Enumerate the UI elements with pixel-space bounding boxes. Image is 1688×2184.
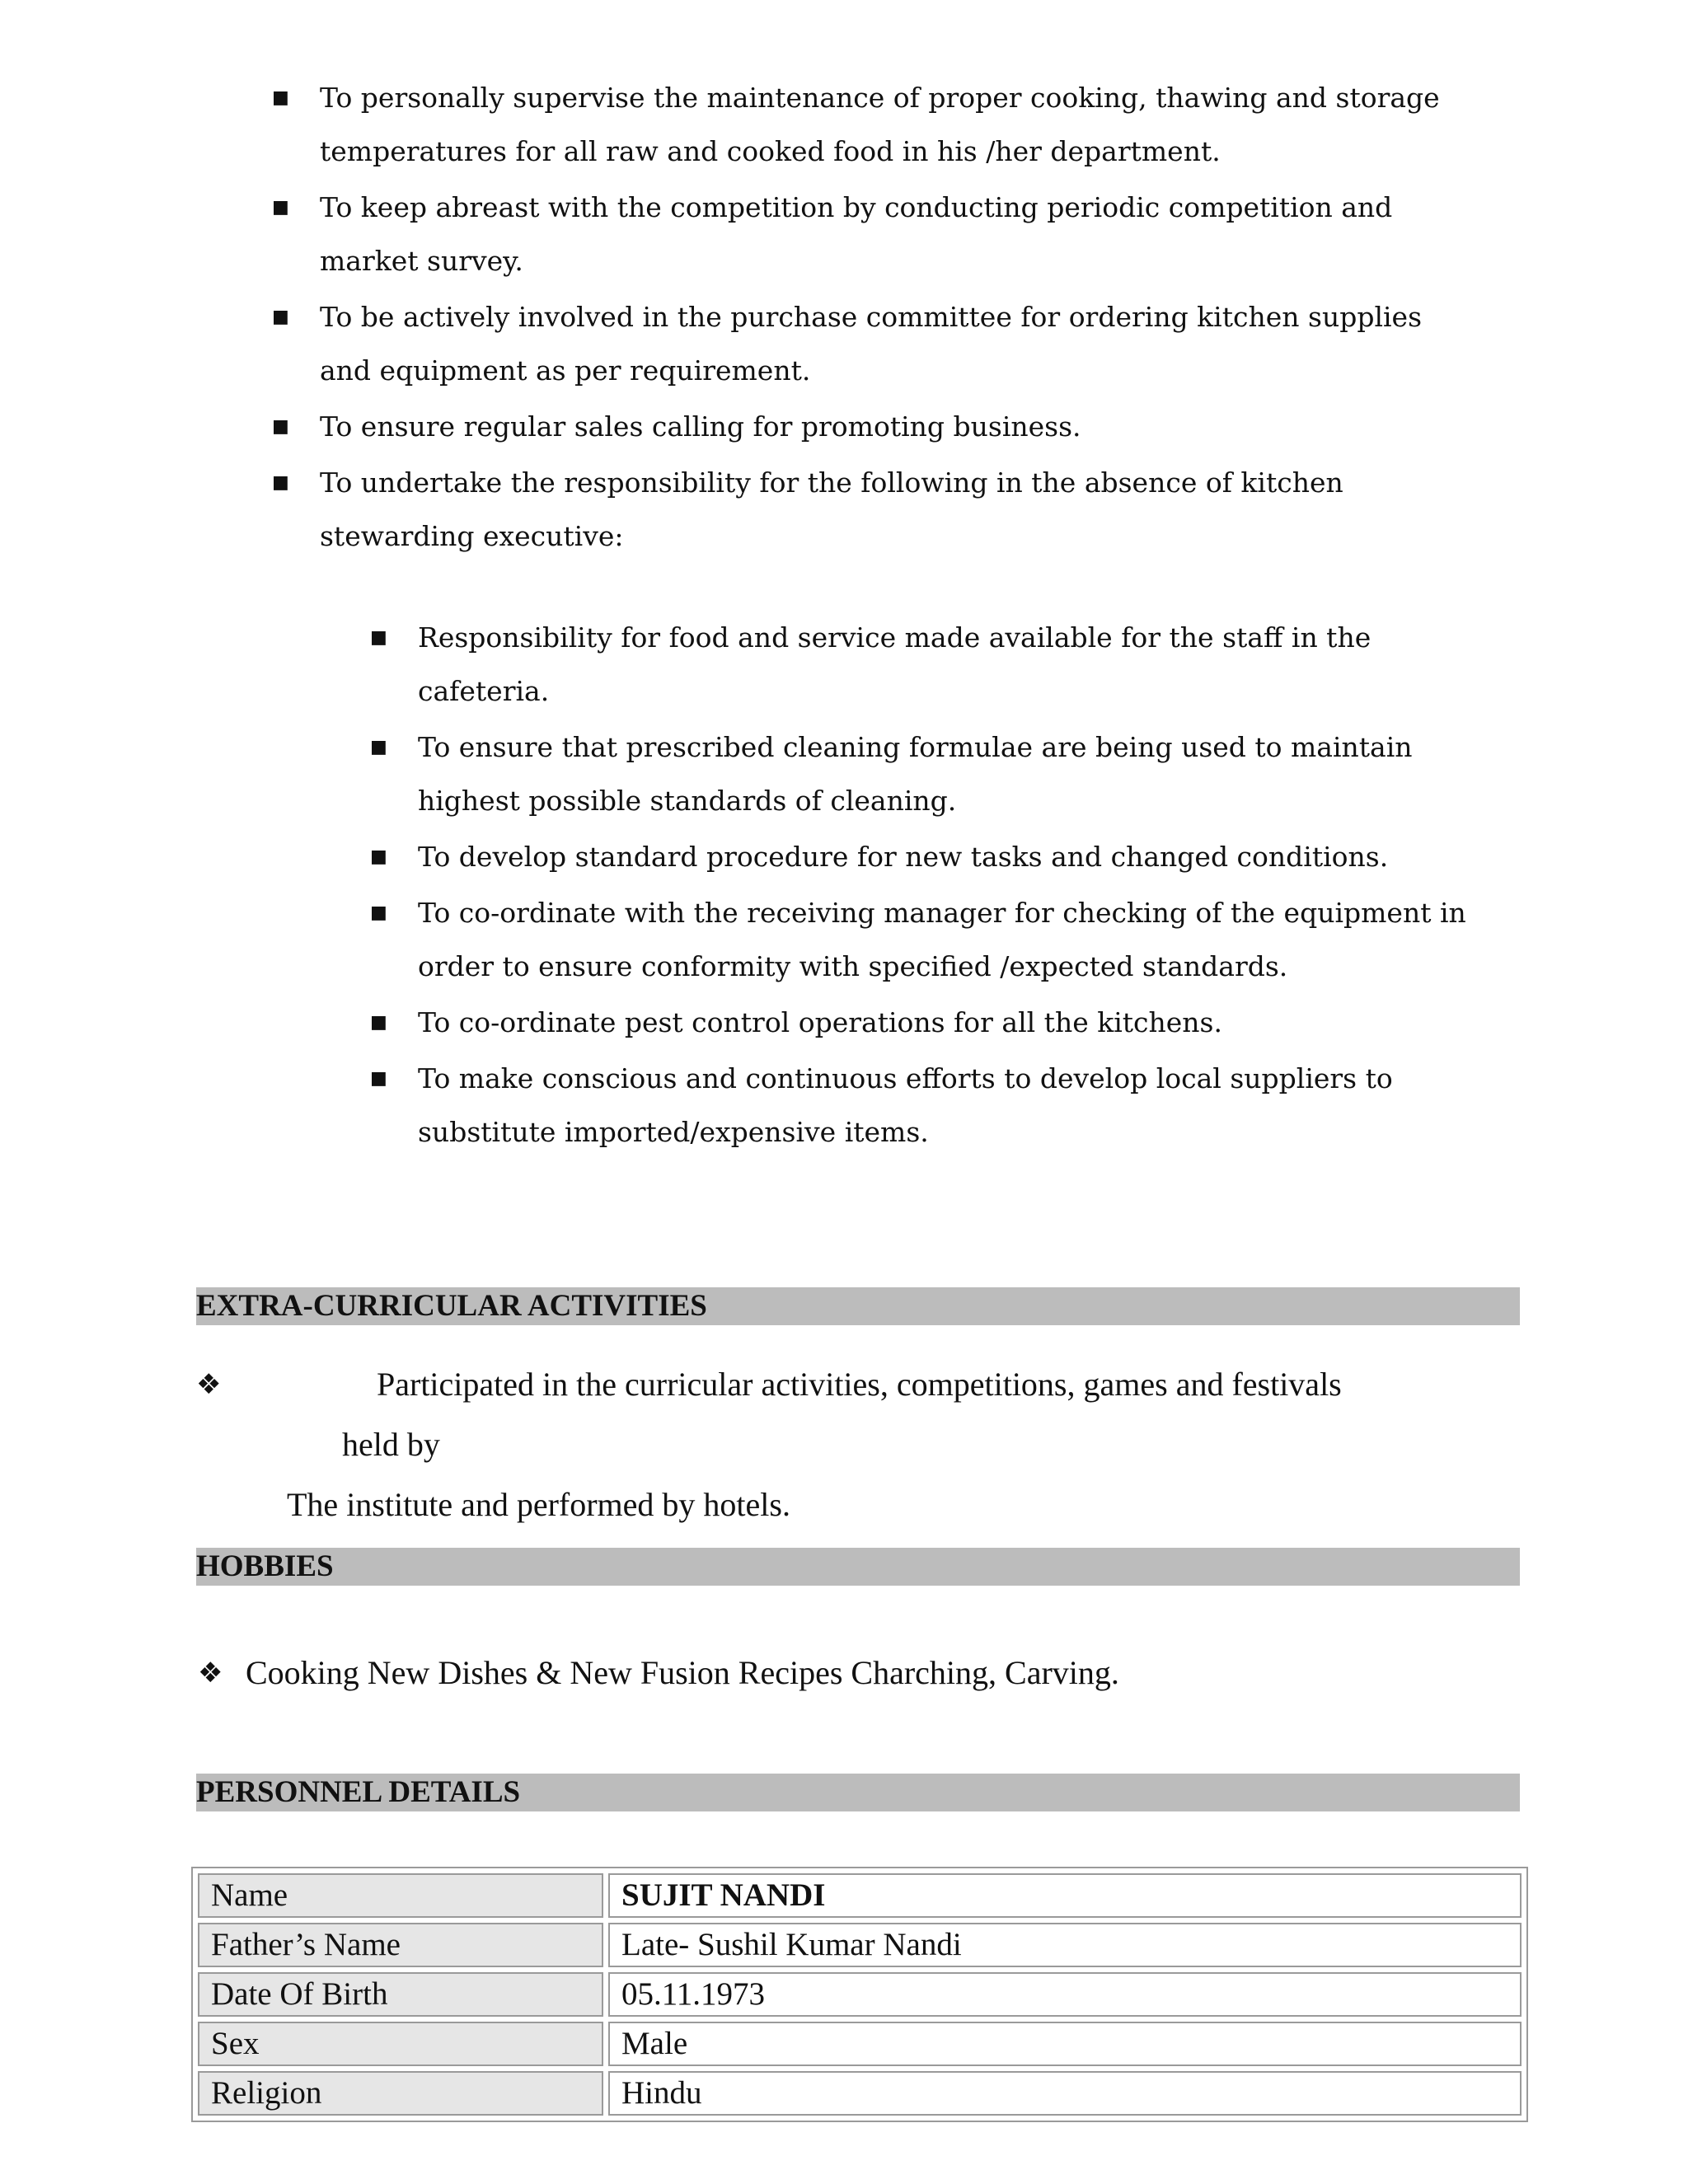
diamond-bullet-icon: ❖: [196, 1368, 222, 1401]
extra-curricular-heading: EXTRA-CURRICULAR ACTIVITIES: [196, 1287, 1520, 1325]
list-item-text: Responsibility for food and service made available for the staff in the cafeteria.: [418, 621, 1372, 707]
table-cell-value: Late- Sushil Kumar Nandi: [608, 1923, 1522, 1967]
square-bullet-icon: ■: [272, 416, 289, 437]
table-cell-label: Sex: [198, 2022, 603, 2066]
square-bullet-icon: ■: [370, 737, 387, 757]
list-item: [0, 400, 1449, 453]
list-item-text: To co-ordinate with the receiving manager for checking of the equipment in order to ensure conformity with specified /expected standards.: [418, 897, 1466, 982]
square-bullet-icon: ■: [370, 627, 387, 648]
diamond-bullet-icon: ❖: [198, 1657, 223, 1690]
list-item-text: To keep abreast with the competition by conducting periodic competition and market survey.: [320, 191, 1393, 277]
list-item: [0, 886, 1481, 993]
square-bullet-icon: ■: [272, 197, 289, 218]
list-item: [0, 1052, 1481, 1159]
extra-curricular-line-1: Participated in the curricular activities, competitions, games and festivals: [377, 1366, 1342, 1403]
square-bullet-icon: ■: [370, 902, 387, 923]
table-cell-value: Male: [608, 2022, 1522, 2066]
list-item: [0, 830, 1481, 883]
extra-curricular-line-3: The institute and performed by hotels.: [287, 1486, 790, 1523]
table-row: [198, 2022, 1522, 2066]
list-item-text: To ensure regular sales calling for promoting business.: [320, 410, 1081, 443]
responsibilities-list: [0, 71, 1449, 565]
table-cell-value: 05.11.1973: [608, 1972, 1522, 2017]
table-cell-label: Date Of Birth: [198, 1972, 603, 2017]
square-bullet-icon: ■: [370, 846, 387, 867]
table-row: [198, 2071, 1522, 2116]
hobbies-text: Cooking New Dishes & New Fusion Recipes Charching, Carving.: [246, 1654, 1119, 1691]
list-item: [0, 71, 1449, 178]
personnel-details-table: [191, 1867, 1528, 2122]
list-item-text: To develop standard procedure for new tasks and changed conditions.: [418, 841, 1389, 873]
list-item: [0, 720, 1481, 827]
personnel-details-heading: PERSONNEL DETAILS: [196, 1774, 1520, 1811]
table-cell-label: Father’s Name: [198, 1923, 603, 1967]
table-cell-label: Name: [198, 1873, 603, 1918]
table-cell-label: Religion: [198, 2071, 603, 2116]
table-cell-value: Hindu: [608, 2071, 1522, 2116]
square-bullet-icon: ■: [272, 472, 289, 493]
list-item-text: To undertake the responsibility for the following in the absence of kitchen stewarding executive:: [320, 466, 1343, 552]
square-bullet-icon: ■: [370, 1068, 387, 1089]
stewarding-duties-list: [0, 611, 1481, 1161]
table-row: [198, 1873, 1522, 1918]
table-row: [198, 1972, 1522, 2017]
list-item: [0, 996, 1481, 1049]
list-item: [0, 180, 1449, 288]
square-bullet-icon: ■: [272, 87, 289, 108]
list-item-text: To personally supervise the maintenance of proper cooking, thawing and storage temperatures for all raw and cooked food in his /her department.: [320, 82, 1440, 167]
square-bullet-icon: ■: [370, 1012, 387, 1033]
table-row: [198, 1923, 1522, 1967]
list-item: [0, 456, 1449, 563]
hobbies-heading: HOBBIES: [196, 1548, 1520, 1586]
list-item: [0, 611, 1481, 718]
list-item-text: To co-ordinate pest control operations for all the kitchens.: [418, 1006, 1222, 1038]
list-item: [0, 290, 1449, 397]
list-item-text: To ensure that prescribed cleaning formulae are being used to maintain highest possible standards of cleaning.: [418, 731, 1413, 817]
extra-curricular-line-2: held by: [342, 1426, 440, 1463]
list-item-text: To make conscious and continuous efforts to develop local suppliers to substitute imported/expensive items.: [418, 1062, 1393, 1148]
list-item-text: To be actively involved in the purchase committee for ordering kitchen supplies and equipment as per requirement.: [320, 301, 1423, 387]
table-cell-value: SUJIT NANDI: [608, 1873, 1522, 1918]
square-bullet-icon: ■: [272, 307, 289, 327]
